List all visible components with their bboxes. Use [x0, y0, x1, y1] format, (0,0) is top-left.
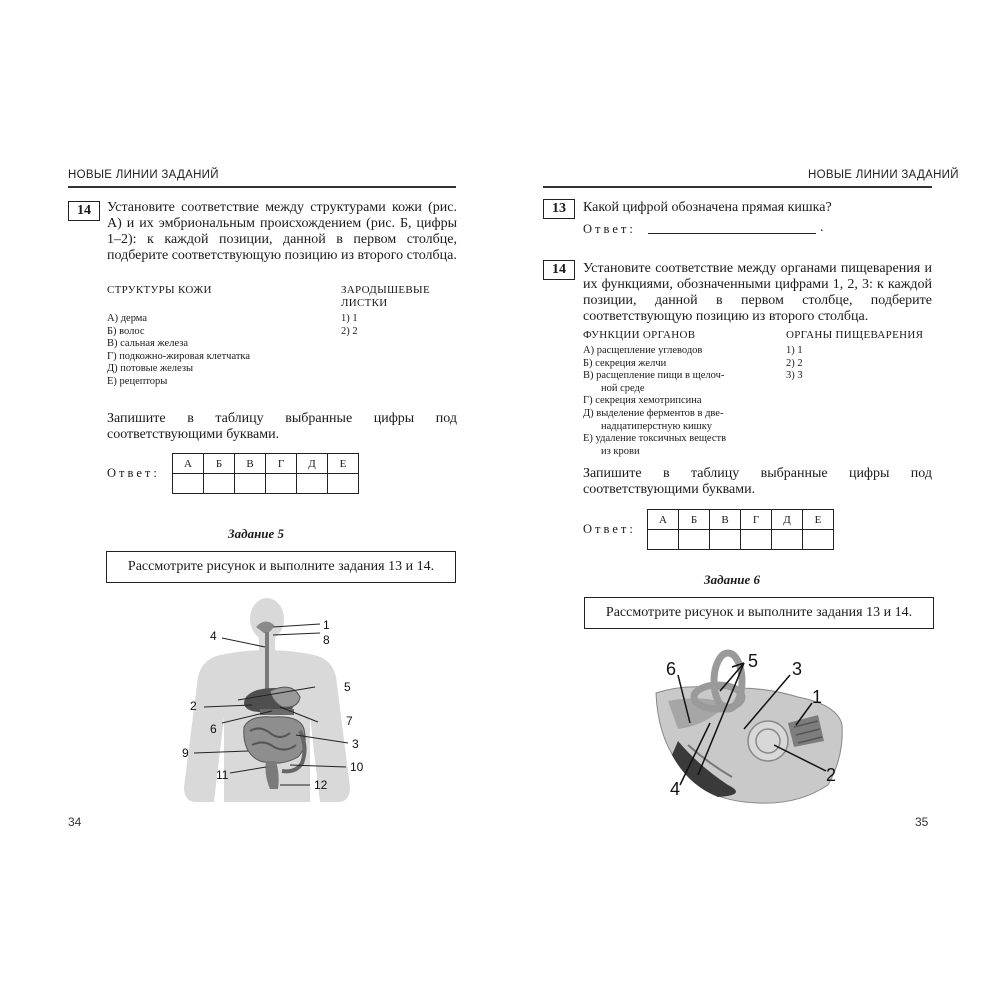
- figure-label: 4: [210, 629, 217, 643]
- figure-label: 5: [748, 651, 759, 671]
- letter-cell: Г: [266, 454, 297, 474]
- left-section-title: Задание 5: [228, 526, 285, 541]
- list-item: А) расщепление углеводов: [583, 345, 703, 356]
- answer-cell[interactable]: [710, 530, 741, 550]
- figure-label: 9: [182, 746, 189, 760]
- list-item: Д) выделение ферментов в две-: [583, 407, 724, 419]
- answer-cell[interactable]: [204, 474, 235, 494]
- left-col2-title: [341, 284, 430, 310]
- answer-cell[interactable]: [328, 474, 359, 494]
- list-item: Б) секреция желчи: [583, 357, 667, 369]
- right-task13-question: Какой цифрой обозначена прямая кишка?: [583, 200, 832, 215]
- list-item: надцатиперстную кишку: [601, 420, 712, 432]
- left-col1-title: СТРУКТУРЫ КОЖИ: [107, 284, 212, 296]
- answer-cell[interactable]: [173, 474, 204, 494]
- left-answer-label: Ответ:: [107, 466, 160, 480]
- answer-cell[interactable]: [803, 530, 834, 550]
- right-task14-question: Установите соответствие между органами пищеварения и их функциями, обозначенными цифрами 1, 2, 3: к каждой позиции, данной в первом столбце, подберите соответствующую позицию из второго столбца.: [583, 261, 932, 324]
- figure-label: 5: [344, 680, 351, 694]
- right-instruction-box: Рассмотрите рисунок и выполните задания 13 и 14.: [584, 597, 934, 629]
- letter-cell: Б: [204, 454, 235, 474]
- list-item: В) расщепление пищи в щелоч-: [583, 370, 725, 382]
- right-task13-answer-label: Ответ:: [583, 222, 636, 236]
- left-task14-number: 14: [68, 201, 100, 221]
- figure-label: 2: [826, 765, 837, 785]
- left-running-header: НОВЫЕ ЛИНИИ ЗАДАНИЙ: [68, 169, 219, 181]
- right-col1-title: ФУНКЦИИ ОРГАНОВ: [583, 329, 696, 341]
- left-instruction: Запишите в таблицу выбранные цифры под соответствующими буквами.: [107, 411, 457, 442]
- answer-cell[interactable]: [679, 530, 710, 550]
- figure-label: 3: [792, 659, 803, 679]
- list-item: Г) подкожно-жировая клетчатка: [107, 350, 251, 362]
- list-item: 1) 1: [341, 313, 358, 324]
- left-page-number: 34: [68, 815, 82, 829]
- answer-cell[interactable]: [648, 530, 679, 550]
- figure-label: 2: [190, 699, 197, 713]
- figure-label: 3: [352, 737, 359, 751]
- list-item: 1) 1: [786, 345, 803, 356]
- figure-label: 10: [350, 760, 364, 774]
- left-col2-list: [341, 313, 358, 338]
- letter-cell: Е: [803, 510, 834, 530]
- figure-label: 7: [346, 714, 353, 728]
- letter-cell: Д: [297, 454, 328, 474]
- letter-cell: А: [173, 454, 204, 474]
- right-col2-list: [786, 345, 803, 383]
- right-header-rule: [543, 186, 932, 188]
- figure-label: 6: [210, 722, 217, 736]
- answer-cell[interactable]: [741, 530, 772, 550]
- list-item: Д) потовые железы: [107, 363, 194, 375]
- list-item: из крови: [601, 445, 640, 457]
- list-item: 2) 2: [786, 357, 803, 369]
- letter-cell: В: [710, 510, 741, 530]
- letter-cell: Г: [741, 510, 772, 530]
- answer-cell[interactable]: [297, 474, 328, 494]
- figure-label: 11: [216, 768, 229, 782]
- list-item: В) сальная железа: [107, 338, 189, 350]
- answer-period: .: [820, 220, 824, 235]
- letter-cell: В: [235, 454, 266, 474]
- list-item: 3) 3: [786, 370, 803, 382]
- list-item: 2) 2: [341, 325, 358, 337]
- figure-label: 4: [670, 779, 681, 799]
- right-answer-table: [647, 509, 834, 550]
- right-col2-title: ОРГАНЫ ПИЩЕВАРЕНИЯ: [786, 329, 924, 341]
- left-answer-table: [172, 453, 359, 494]
- figure-label: 1: [323, 618, 330, 632]
- figure-label: 12: [314, 778, 328, 792]
- list-item: А) дерма: [107, 313, 148, 324]
- letter-cell: Б: [679, 510, 710, 530]
- figure-label: 1: [812, 687, 823, 707]
- left-col2-title-line2: ЛИСТКИ: [341, 297, 388, 309]
- left-instruction-box: Рассмотрите рисунок и выполните задания 13 и 14.: [106, 551, 456, 583]
- figure-label: 8: [323, 633, 330, 647]
- list-item: ной среде: [601, 382, 645, 394]
- letter-cell: А: [648, 510, 679, 530]
- left-header-rule: [68, 186, 456, 188]
- answer-cell[interactable]: [235, 474, 266, 494]
- letter-cell: Е: [328, 454, 359, 474]
- right-col1-list: [583, 345, 726, 458]
- left-task14-question: Установите соответствие между структурами кожи (рис. А) и их эмбриональным происхождением (рис. Б, цифры 1–2): к каждой позиции, данной в первом столбце, подберите соответствующую позицию из второго столбца.: [107, 200, 457, 263]
- right-answer-label: Ответ:: [583, 522, 636, 536]
- right-section-title: Задание 6: [704, 572, 761, 587]
- list-item: Б) волос: [107, 325, 145, 337]
- right-instruction: Запишите в таблицу выбранные цифры под соответствующими буквами.: [583, 466, 932, 497]
- answer-cell[interactable]: [772, 530, 803, 550]
- list-item: Г) секреция хемотрипсина: [583, 395, 702, 407]
- left-col2-title-line1: ЗАРОДЫШЕВЫЕ: [341, 284, 430, 296]
- right-task13-number: 13: [543, 199, 575, 219]
- figure-label: 6: [666, 659, 677, 679]
- answer-cell[interactable]: [266, 474, 297, 494]
- right-running-header: НОВЫЕ ЛИНИИ ЗАДАНИЙ: [808, 169, 959, 181]
- list-item: Е) рецепторы: [107, 375, 168, 387]
- answer-line[interactable]: [648, 233, 816, 234]
- digestive-system-figure: [160, 597, 390, 802]
- right-task14-number: 14: [543, 260, 575, 280]
- inner-ear-figure: [648, 645, 848, 805]
- right-page-number: 35: [915, 815, 929, 829]
- left-col1-list: [107, 313, 250, 389]
- list-item: Е) удаление токсичных веществ: [583, 433, 727, 445]
- letter-cell: Д: [772, 510, 803, 530]
